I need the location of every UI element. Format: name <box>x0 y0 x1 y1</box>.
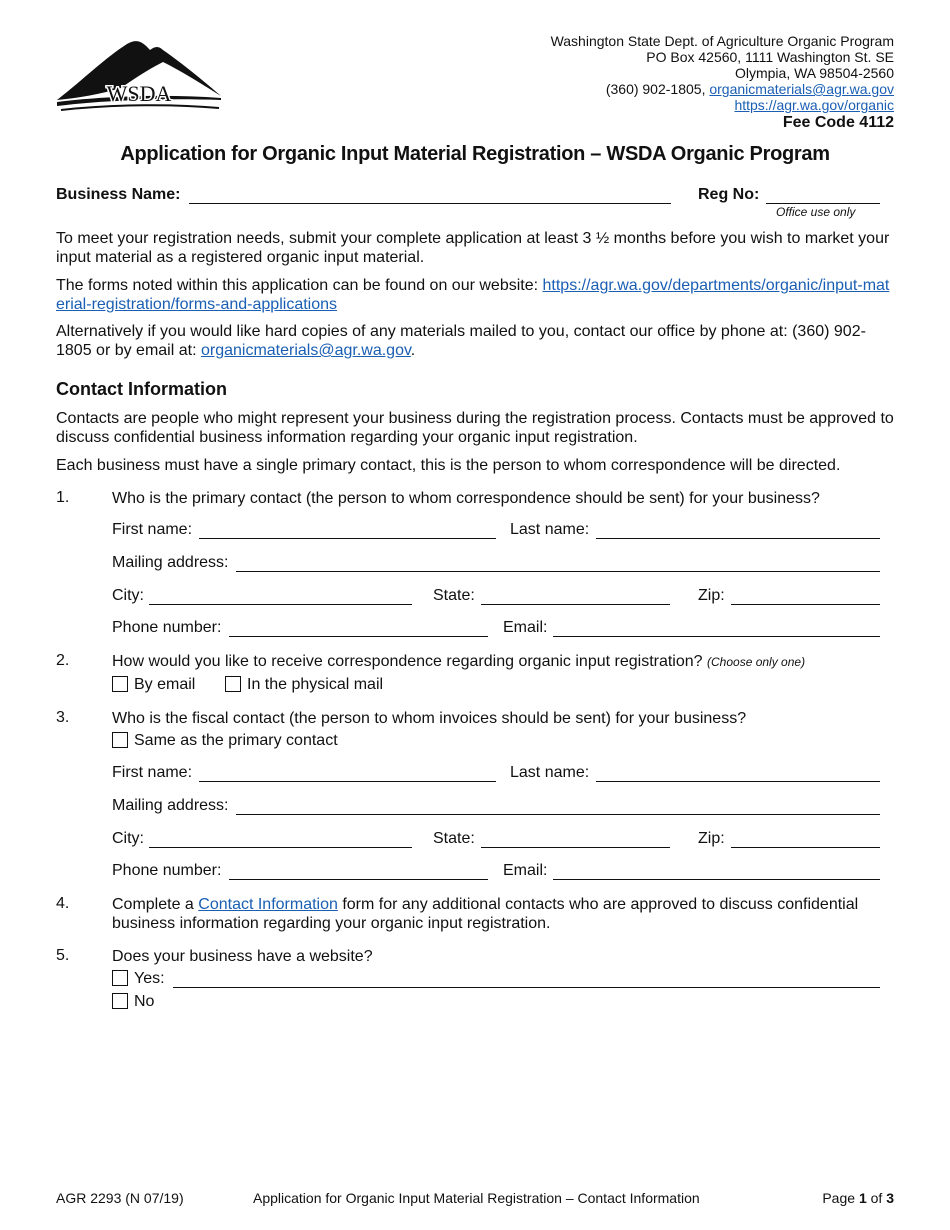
footer-page-number <box>822 1190 894 1206</box>
fee-code: Fee Code 4112 <box>782 114 894 131</box>
q2-text <box>112 652 892 672</box>
office-use-note: Office use only <box>776 205 856 219</box>
q1-zip-label: Zip: <box>698 587 725 604</box>
q1-first-name-label: First name: <box>112 521 193 538</box>
page-title: Application for Organic Input Material Registration – WSDA Organic Program <box>120 143 830 165</box>
q3-state-field[interactable] <box>481 847 670 848</box>
agency-address <box>551 33 894 133</box>
q5-no-checkbox[interactable] <box>112 993 128 1009</box>
q3-email-label: Email: <box>503 862 548 879</box>
q3-phone-field[interactable] <box>229 879 488 880</box>
contact-email-link[interactable]: organicmaterials@agr.wa.gov <box>200 342 411 359</box>
footer-title: Application for Organic Input Material Registration – Contact Information <box>253 1190 700 1206</box>
q4-pre: Complete a <box>112 896 199 913</box>
contact-paragraph-2: Each business must have a single primary contact, this is the person to whom correspondence will be directed. <box>56 457 841 474</box>
q3-zip-field[interactable] <box>731 847 880 848</box>
intro-paragraph-3 <box>56 322 896 360</box>
logo-text: WSDA <box>106 81 172 106</box>
q1-phone-label: Phone number: <box>112 619 222 636</box>
q3-last-name-field[interactable] <box>596 781 880 782</box>
q3-last-name-label: Last name: <box>510 764 590 781</box>
q1-first-name-field[interactable] <box>199 538 496 539</box>
q1-mailing-field[interactable] <box>236 571 880 572</box>
q1-zip-field[interactable] <box>731 604 880 605</box>
q3-zip-label: Zip: <box>698 830 725 847</box>
intro-p2-text: The forms noted within this application can be found on our website: <box>56 277 543 294</box>
q5-yes-label: Yes: <box>134 970 165 987</box>
q3-first-name-label: First name: <box>112 764 193 781</box>
intro-paragraph-1: To meet your registration needs, submit your complete application at least 3 ½ months before you wish to market your input material as a registered organic input material. <box>56 230 890 266</box>
q3-phone-label: Phone number: <box>112 862 222 879</box>
q1-city-field[interactable] <box>149 604 412 605</box>
agency-street: PO Box 42560, 1111 Washington St. SE <box>646 49 894 65</box>
contact-information-form-link[interactable]: Contact Information <box>198 896 338 913</box>
q1-email-label: Email: <box>503 619 548 636</box>
wsda-logo <box>55 38 223 112</box>
q2-email-label: By email <box>134 676 196 693</box>
q2-number: 2. <box>56 652 70 669</box>
intro-paragraph-2 <box>56 276 896 314</box>
q3-same-checkbox[interactable] <box>112 732 128 748</box>
q5-no-label: No <box>134 993 155 1010</box>
q3-state-label: State: <box>433 830 475 847</box>
agency-website-link[interactable]: https://agr.wa.gov/organic <box>734 97 894 113</box>
q4-post: form for any additional contacts who are approved to discuss confidential business information regarding your organic input registration. <box>112 896 859 932</box>
q3-mailing-label: Mailing address: <box>112 797 229 814</box>
q4-text <box>112 895 892 933</box>
q5-option-no[interactable] <box>112 993 154 1011</box>
footer-form-id: AGR 2293 (N 07/19) <box>56 1190 184 1206</box>
intro-p3-text: Alternatively if you would like hard copies of any materials mailed to you, contact our office by phone at: (360) 902-1805 or by email at: <box>56 323 866 359</box>
q3-mailing-field[interactable] <box>236 814 880 815</box>
q2-option-mail[interactable] <box>225 676 383 694</box>
agency-city: Olympia, WA 98504-2560 <box>734 65 894 81</box>
q4-number: 4. <box>56 895 70 912</box>
q2-mail-label: In the physical mail <box>247 676 384 693</box>
q5-yes-checkbox[interactable] <box>112 970 128 986</box>
q2-question: How would you like to receive correspondence regarding organic input registration? <box>112 653 703 670</box>
q2-mail-checkbox[interactable] <box>225 676 241 692</box>
q1-city-label: City: <box>112 587 144 604</box>
business-name-field[interactable] <box>189 203 671 204</box>
q1-state-label: State: <box>433 587 475 604</box>
q1-phone-field[interactable] <box>229 636 488 637</box>
footer-of-word: of <box>870 1190 883 1206</box>
intro-p3-end: . <box>410 342 416 359</box>
footer-page-total: 3 <box>886 1190 894 1206</box>
q5-number: 5. <box>56 947 70 964</box>
q5-website-field[interactable] <box>173 987 880 988</box>
q3-number: 3. <box>56 709 70 726</box>
agency-phone: (360) 902-1805, <box>605 81 706 97</box>
q3-option-same[interactable] <box>112 732 338 750</box>
q1-state-field[interactable] <box>481 604 670 605</box>
contact-heading: Contact Information <box>56 379 227 399</box>
footer-page-current: 1 <box>858 1190 867 1206</box>
q3-text: Who is the fiscal contact (the person to whom invoices should be sent) for your business? <box>112 710 747 727</box>
agency-name: Washington State Dept. of Agriculture Organic Program <box>550 33 894 49</box>
q3-first-name-field[interactable] <box>199 781 496 782</box>
q1-last-name-label: Last name: <box>510 521 590 538</box>
agency-email-link[interactable]: organicmaterials@agr.wa.gov <box>709 81 894 97</box>
q2-note: (Choose only one) <box>707 655 806 669</box>
reg-no-field[interactable] <box>766 203 880 204</box>
q5-option-yes[interactable] <box>112 970 165 988</box>
q2-option-email[interactable] <box>112 676 195 694</box>
q1-last-name-field[interactable] <box>596 538 880 539</box>
business-name-label: Business Name: <box>56 186 181 203</box>
q5-text: Does your business have a website? <box>112 948 373 965</box>
reg-no-label: Reg No: <box>698 186 760 203</box>
q3-city-field[interactable] <box>149 847 412 848</box>
q2-email-checkbox[interactable] <box>112 676 128 692</box>
q1-number: 1. <box>56 489 70 506</box>
q3-email-field[interactable] <box>553 879 880 880</box>
q3-city-label: City: <box>112 830 144 847</box>
footer-page-word: Page <box>822 1190 856 1206</box>
forms-link[interactable]: https://agr.wa.gov/departments/organic/input-material-registration/forms-and-applications <box>56 277 890 313</box>
contact-paragraph-1: Contacts are people who might represent your business during the registration process. Contacts must be approved to discuss confidential business information regarding your organic input registration. <box>56 410 894 446</box>
q1-text: Who is the primary contact (the person to whom correspondence should be sent) for your business? <box>112 490 820 507</box>
q1-email-field[interactable] <box>553 636 880 637</box>
q1-mailing-label: Mailing address: <box>112 554 229 571</box>
q3-same-label: Same as the primary contact <box>134 732 338 749</box>
